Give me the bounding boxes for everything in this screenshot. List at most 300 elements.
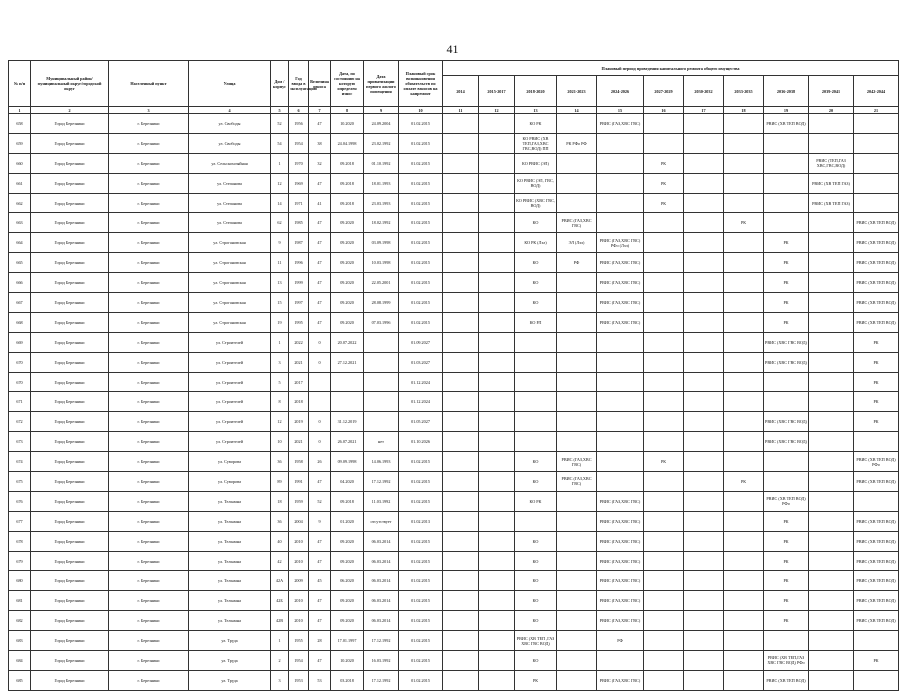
year-cell: 2022	[289, 332, 309, 352]
period-cell: РВИС (ГАЗ,ХВС ГВС)	[597, 114, 644, 134]
period-cell	[724, 531, 764, 551]
period-cell: КО РЛ	[515, 312, 557, 332]
planned-date-cell: 01.02.2015	[399, 233, 443, 253]
period-cell	[557, 372, 597, 392]
wear-cell: 32	[309, 153, 331, 173]
period-cell: РВИС (ХВС ГВС ВОД)	[764, 352, 809, 372]
house-cell: 89	[271, 472, 289, 492]
wear-cell: 0	[309, 432, 331, 452]
period-cell	[443, 173, 479, 193]
period-cell	[597, 651, 644, 671]
street-cell: ул. Тельмана	[189, 511, 271, 531]
period-cell: РК	[644, 193, 684, 213]
period-cell	[644, 571, 684, 591]
row-number: 666	[9, 273, 31, 293]
year-cell: 2010	[289, 531, 309, 551]
period-cell: РВИС (ХВС ГВС ВОД)	[764, 432, 809, 452]
house-cell: 5	[271, 372, 289, 392]
period-cell: КО	[515, 651, 557, 671]
period-cell	[479, 432, 515, 452]
table-row	[9, 173, 899, 193]
period-cell	[809, 253, 854, 273]
period-cell	[443, 114, 479, 134]
settlement-cell: г. Березники	[109, 213, 189, 233]
house-cell: 36	[271, 511, 289, 531]
period-cell	[443, 651, 479, 671]
wear-cell: 47	[309, 651, 331, 671]
period-cell	[479, 452, 515, 472]
period-cell: КО	[515, 531, 557, 551]
wear-cell: 47	[309, 253, 331, 273]
period-cell	[557, 412, 597, 432]
street-cell: ул. Сельскохозяйная	[189, 153, 271, 173]
period-cell	[764, 452, 809, 472]
year-cell: 2010	[289, 591, 309, 611]
privatization-date-cell: 03.09.1998	[364, 233, 399, 253]
period-cell	[443, 551, 479, 571]
period-cell	[479, 631, 515, 651]
period-cell	[443, 452, 479, 472]
period-cell	[479, 213, 515, 233]
period-cell: РК	[644, 452, 684, 472]
privatization-date-cell: 17.12.1992	[364, 631, 399, 651]
row-number: 684	[9, 651, 31, 671]
header-period: 2036-2038	[764, 76, 809, 107]
period-cell	[684, 491, 724, 511]
row-number: 664	[9, 233, 31, 253]
period-cell: РВИС (ХВС ГВС ВОД)	[764, 412, 809, 432]
municipality-cell: Город Березники	[31, 273, 109, 293]
planned-date-cell: 01.02.2015	[399, 114, 443, 134]
period-cell: РК	[724, 472, 764, 492]
period-cell	[809, 472, 854, 492]
period-cell: КО	[515, 472, 557, 492]
wear-cell: 47	[309, 293, 331, 313]
table-row	[9, 153, 899, 173]
street-cell: ул. Тельмана	[189, 551, 271, 571]
period-cell	[443, 372, 479, 392]
wear-date-cell: 09.09.1998	[331, 452, 364, 472]
period-cell	[479, 312, 515, 332]
planned-date-cell: 01.02.2015	[399, 491, 443, 511]
period-cell	[809, 312, 854, 332]
period-cell	[684, 651, 724, 671]
house-cell: 8	[271, 392, 289, 412]
period-cell	[597, 213, 644, 233]
municipality-cell: Город Березники	[31, 133, 109, 153]
period-cell	[479, 472, 515, 492]
period-cell	[515, 332, 557, 352]
column-number: 2	[31, 107, 109, 114]
period-cell	[443, 472, 479, 492]
period-cell	[684, 372, 724, 392]
column-number: 21	[854, 107, 899, 114]
row-number: 685	[9, 670, 31, 690]
period-cell	[557, 511, 597, 531]
period-cell	[809, 352, 854, 372]
period-cell: РВИС (ГАЗ,ХВС ГВС)	[597, 312, 644, 332]
period-cell	[764, 472, 809, 492]
privatization-date-cell: 06.03.2014	[364, 551, 399, 571]
municipality-cell: Город Березники	[31, 631, 109, 651]
header-street: Улица	[189, 61, 271, 107]
wear-date-cell: 09.2020	[331, 551, 364, 571]
row-number: 673	[9, 432, 31, 452]
row-number: 665	[9, 253, 31, 273]
period-cell	[809, 133, 854, 153]
period-cell	[724, 352, 764, 372]
period-cell	[724, 193, 764, 213]
privatization-date-cell: 07.03.1996	[364, 312, 399, 332]
wear-cell: 9	[309, 511, 331, 531]
year-cell: 2017	[289, 372, 309, 392]
period-cell: КО	[515, 452, 557, 472]
wear-date-cell: 09.2018	[331, 153, 364, 173]
period-cell	[724, 273, 764, 293]
wear-date-cell: 17.01.1997	[331, 631, 364, 651]
table-row	[9, 551, 899, 571]
period-cell: РВИС (ГАЗ,ХВС ГВС)	[557, 452, 597, 472]
period-cell	[684, 591, 724, 611]
wear-cell: 47	[309, 551, 331, 571]
table-row	[9, 273, 899, 293]
period-cell	[443, 153, 479, 173]
settlement-cell: г. Березники	[109, 452, 189, 472]
street-cell: ул. Строителей	[189, 392, 271, 412]
period-cell	[479, 511, 515, 531]
header-period: 2027-2029	[644, 76, 684, 107]
row-number: 680	[9, 571, 31, 591]
period-cell	[479, 293, 515, 313]
wear-cell: 47	[309, 531, 331, 551]
row-number: 662	[9, 193, 31, 213]
header-period-group: Плановый период проведения капитального ремонта общего имущества	[443, 61, 899, 76]
period-cell	[443, 670, 479, 690]
municipality-cell: Город Березники	[31, 114, 109, 134]
period-cell	[515, 432, 557, 452]
wear-cell: 47	[309, 273, 331, 293]
period-cell	[479, 253, 515, 273]
period-cell	[597, 372, 644, 392]
period-cell: РВИС (ХВ ТЕП ВОД)	[854, 213, 899, 233]
settlement-cell: г. Березники	[109, 412, 189, 432]
wear-date-cell: 24.04.1998	[331, 133, 364, 153]
period-cell	[597, 332, 644, 352]
period-cell	[724, 392, 764, 412]
year-cell: 2021	[289, 432, 309, 452]
settlement-cell: г. Березники	[109, 372, 189, 392]
wear-cell: 47	[309, 312, 331, 332]
table-row	[9, 352, 899, 372]
street-cell: ул. Тельмана	[189, 611, 271, 631]
house-cell: 1	[271, 631, 289, 651]
year-cell: 1991	[289, 472, 309, 492]
period-cell	[724, 491, 764, 511]
period-cell: КО РВИС (ЭЛ)	[515, 153, 557, 173]
period-cell	[764, 173, 809, 193]
table-row	[9, 114, 899, 134]
house-cell: 19	[271, 312, 289, 332]
settlement-cell: г. Березники	[109, 511, 189, 531]
privatization-date-cell	[364, 412, 399, 432]
header-period: 2042-2044	[854, 76, 899, 107]
wear-date-cell: 09.2020	[331, 611, 364, 631]
column-number: 8	[331, 107, 364, 114]
privatization-date-cell: 17.12.1992	[364, 472, 399, 492]
period-cell	[515, 511, 557, 531]
period-cell	[684, 352, 724, 372]
period-cell: РВИС (ГАЗ,ХВС ГВС)	[597, 551, 644, 571]
wear-date-cell: 20.07.2022	[331, 332, 364, 352]
period-cell: РК	[854, 651, 899, 671]
house-cell: 62	[271, 213, 289, 233]
header-wear-date: Дата, по состоянию на которую определен износ	[331, 61, 364, 107]
settlement-cell: г. Березники	[109, 332, 189, 352]
year-cell: 1958	[289, 452, 309, 472]
year-cell: 1971	[289, 193, 309, 213]
year-cell: 1959	[289, 491, 309, 511]
column-number: 17	[684, 107, 724, 114]
wear-cell	[309, 392, 331, 412]
municipality-cell: Город Березники	[31, 193, 109, 213]
period-cell	[854, 153, 899, 173]
period-cell: РК	[764, 233, 809, 253]
period-cell	[809, 452, 854, 472]
wear-date-cell: 09.2018	[331, 173, 364, 193]
planned-date-cell: 01.02.2015	[399, 472, 443, 492]
period-cell	[557, 173, 597, 193]
period-cell	[764, 133, 809, 153]
street-cell: ул. Труда	[189, 670, 271, 690]
period-cell	[479, 611, 515, 631]
period-cell	[854, 432, 899, 452]
wear-date-cell: 09.2020	[331, 312, 364, 332]
municipality-cell: Город Березники	[31, 651, 109, 671]
settlement-cell: г. Березники	[109, 253, 189, 273]
municipality-cell: Город Березники	[31, 213, 109, 233]
house-cell: 10	[271, 432, 289, 452]
header-period: 2015-2017	[479, 76, 515, 107]
municipality-cell: Город Березники	[31, 591, 109, 611]
period-cell	[809, 591, 854, 611]
period-cell: РВИС (ХВ ТЕП ВОД)	[854, 233, 899, 253]
period-cell: РФ	[557, 253, 597, 273]
period-cell	[597, 352, 644, 372]
period-cell	[557, 611, 597, 631]
planned-date-cell: 01.02.2015	[399, 253, 443, 273]
period-cell	[809, 412, 854, 432]
privatization-date-cell	[364, 372, 399, 392]
period-cell	[684, 213, 724, 233]
street-cell: ул. Строителей	[189, 332, 271, 352]
column-number: 10	[399, 107, 443, 114]
row-number: 683	[9, 631, 31, 651]
municipality-cell: Город Березники	[31, 392, 109, 412]
period-cell	[724, 651, 764, 671]
street-cell: ул. Тельмана	[189, 591, 271, 611]
period-cell: КО	[515, 571, 557, 591]
planned-date-cell: 01.12.2024	[399, 372, 443, 392]
wear-cell: 47	[309, 114, 331, 134]
wear-cell: 0	[309, 332, 331, 352]
period-cell: РК	[764, 611, 809, 631]
street-cell: ул. Строителей	[189, 352, 271, 372]
privatization-date-cell: отсутствует	[364, 511, 399, 531]
house-cell: 14	[271, 193, 289, 213]
period-cell: РВИС (ХВ ТЕП ВОД)	[854, 551, 899, 571]
planned-date-cell: 01.05.2027	[399, 412, 443, 432]
period-cell	[597, 173, 644, 193]
wear-date-cell: 09.2020	[331, 273, 364, 293]
header-planned-date: Плановый срок возникновения обязательств по оплате взносов на капремонт	[399, 61, 443, 107]
period-cell	[809, 332, 854, 352]
header-period: 2024-2026	[597, 76, 644, 107]
period-cell	[684, 472, 724, 492]
period-cell	[479, 153, 515, 173]
table-row	[9, 571, 899, 591]
row-number: 682	[9, 611, 31, 631]
period-cell: РВИС (ГАЗ,ХВС ГВС)	[597, 611, 644, 631]
privatization-date-cell: 23.02.1992	[364, 133, 399, 153]
year-cell: 2018	[289, 392, 309, 412]
period-cell	[809, 571, 854, 591]
planned-date-cell: 01.02.2015	[399, 670, 443, 690]
wear-cell: 38	[309, 133, 331, 153]
privatization-date-cell: 10.03.1998	[364, 253, 399, 273]
period-cell	[479, 332, 515, 352]
column-number: 1	[9, 107, 31, 114]
settlement-cell: г. Березники	[109, 114, 189, 134]
table-row	[9, 651, 899, 671]
planned-date-cell: 01.02.2015	[399, 153, 443, 173]
period-cell	[443, 531, 479, 551]
row-number: 660	[9, 153, 31, 173]
period-cell	[443, 491, 479, 511]
period-cell	[557, 332, 597, 352]
settlement-cell: г. Березники	[109, 551, 189, 571]
settlement-cell: г. Березники	[109, 611, 189, 631]
table-row	[9, 312, 899, 332]
row-number: 678	[9, 531, 31, 551]
wear-date-cell: 27.12.2021	[331, 352, 364, 372]
period-cell	[557, 312, 597, 332]
period-cell	[724, 611, 764, 631]
wear-date-cell: 04.2020	[331, 472, 364, 492]
column-number: 12	[479, 107, 515, 114]
year-cell: 1970	[289, 153, 309, 173]
period-cell	[479, 571, 515, 591]
period-cell	[809, 233, 854, 253]
house-cell: 2	[271, 651, 289, 671]
period-cell	[684, 114, 724, 134]
period-cell: РВИС (ГАЗ,ХВС ГВС)	[597, 491, 644, 511]
period-cell: РК	[854, 352, 899, 372]
planned-date-cell: 01.02.2015	[399, 651, 443, 671]
table-row	[9, 392, 899, 412]
planned-date-cell: 01.02.2015	[399, 312, 443, 332]
table-row	[9, 293, 899, 313]
row-number: 659	[9, 133, 31, 153]
period-cell: КО РК (Лэл)	[515, 233, 557, 253]
wear-cell: 47	[309, 173, 331, 193]
period-cell	[644, 670, 684, 690]
street-cell: ул. Тельмана	[189, 571, 271, 591]
house-cell: 11	[271, 253, 289, 273]
period-cell	[479, 392, 515, 412]
period-cell	[443, 133, 479, 153]
planned-date-cell: 01.02.2013	[399, 511, 443, 531]
planned-date-cell: 01.02.2015	[399, 591, 443, 611]
row-number: 668	[9, 312, 31, 332]
year-cell: 2019	[289, 412, 309, 432]
house-cell: 42А	[271, 571, 289, 591]
wear-date-cell: 10.2020	[331, 114, 364, 134]
period-cell	[515, 412, 557, 432]
year-cell: 1997	[289, 293, 309, 313]
period-cell	[809, 273, 854, 293]
period-cell	[684, 233, 724, 253]
street-cell: ул. Степанова	[189, 193, 271, 213]
wear-cell: 47	[309, 213, 331, 233]
wear-date-cell: 09.2020	[331, 591, 364, 611]
period-cell	[764, 153, 809, 173]
period-cell	[644, 432, 684, 452]
planned-date-cell: 01.02.2015	[399, 133, 443, 153]
privatization-date-cell: 06.03.2014	[364, 531, 399, 551]
period-cell	[684, 332, 724, 352]
street-cell: ул. Свободы	[189, 133, 271, 153]
header-period: 2033-2035	[724, 76, 764, 107]
period-cell	[684, 611, 724, 631]
column-number: 19	[764, 107, 809, 114]
period-cell	[557, 651, 597, 671]
header-municipality: Муниципальный район/ муниципальный округ/городской округ	[31, 61, 109, 107]
wear-cell: 45	[309, 571, 331, 591]
row-number: 658	[9, 114, 31, 134]
settlement-cell: г. Березники	[109, 432, 189, 452]
planned-date-cell: 01.02.2015	[399, 293, 443, 313]
period-cell	[557, 531, 597, 551]
municipality-cell: Город Березники	[31, 611, 109, 631]
period-cell	[479, 273, 515, 293]
wear-cell: 47	[309, 611, 331, 631]
period-cell	[557, 273, 597, 293]
period-cell	[644, 114, 684, 134]
privatization-date-cell: 18.01.1993	[364, 173, 399, 193]
period-cell: РВИС (ХВ ТЕП ВОД)	[854, 571, 899, 591]
period-cell	[854, 670, 899, 690]
wear-date-cell: 26.07.2021	[331, 432, 364, 452]
period-cell	[724, 670, 764, 690]
period-cell: РВИС (ХВ ТЕП ВОД)	[854, 472, 899, 492]
period-cell	[597, 153, 644, 173]
column-number: 3	[109, 107, 189, 114]
period-cell: РК	[764, 293, 809, 313]
period-cell: КО РВИС (ХВ ТЕП,ГАЗ,ХВС ГВС,ВОД) ПП	[515, 133, 557, 153]
period-cell: КО РВИС (ЭЛ, ГВС, ВОД)	[515, 173, 557, 193]
period-cell: РВИС (ГАЗ,ХВС ГВС) РФо (Лэл)	[597, 233, 644, 253]
table-row	[9, 253, 899, 273]
municipality-cell: Город Березники	[31, 432, 109, 452]
period-cell	[724, 571, 764, 591]
period-cell	[809, 651, 854, 671]
period-cell	[557, 193, 597, 213]
municipality-cell: Город Березники	[31, 153, 109, 173]
period-cell: КО РВИС (ХВС ГВС, ВОД)	[515, 193, 557, 213]
period-cell	[724, 332, 764, 352]
period-cell: РВИС (ХВ ТЕП ГАЗ)	[809, 173, 854, 193]
period-cell	[684, 551, 724, 571]
